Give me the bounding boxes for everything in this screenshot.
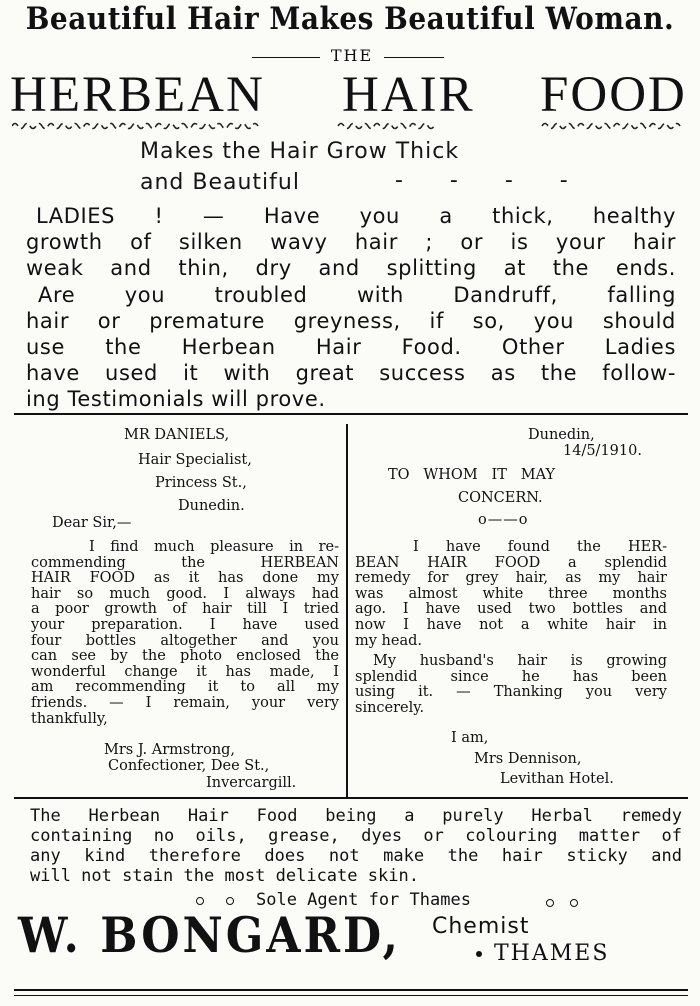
address-line: Princess St., bbox=[155, 475, 247, 491]
subtitle-line-2: and Beautiful bbox=[140, 170, 300, 195]
intro-line: weak and thin, dry and splitting at the ends. bbox=[26, 256, 676, 281]
agent-title: Chemist bbox=[432, 914, 530, 939]
intro-line: have used it with great success as the follow- bbox=[26, 361, 676, 386]
squiggle-ornament-icon bbox=[12, 121, 692, 131]
body-line: using it. — Thanking you very bbox=[355, 684, 667, 701]
body-line: a poor growth of hair till I tried bbox=[31, 601, 339, 618]
footer-line: any kind therefore does not make the hair sticky and bbox=[30, 846, 682, 866]
right-letter-body bbox=[355, 540, 667, 717]
divider-top bbox=[14, 413, 688, 415]
body-line: remedy for grey hair, as my hair bbox=[355, 570, 667, 587]
subtitle-dashes: - - - - bbox=[395, 168, 588, 193]
subtitle-line-1: Makes the Hair Grow Thick bbox=[140, 139, 460, 164]
letter-place: Dunedin, bbox=[528, 427, 595, 443]
letter-heading-2: CONCERN. bbox=[458, 490, 543, 506]
sole-agent-label: Sole Agent for Thames bbox=[256, 890, 471, 910]
body-line: ago. I have used two bottles and bbox=[355, 601, 667, 618]
intro-paragraph bbox=[26, 203, 676, 413]
address-line: Dunedin. bbox=[178, 498, 245, 514]
signature-line: Levithan Hotel. bbox=[500, 771, 614, 787]
intro-line: hair or premature greyness, if so, you should bbox=[26, 308, 676, 333]
body-line: am recommending it to all my bbox=[31, 679, 339, 696]
body-line: I find much pleasure in re- bbox=[89, 539, 339, 555]
letter-heading: TO WHOM IT MAY bbox=[388, 467, 556, 483]
letter-divider: o——o bbox=[478, 512, 529, 528]
circle-ornament-icon bbox=[226, 897, 234, 905]
body-line: hair so much good. I always had bbox=[31, 585, 339, 602]
signature-line: Mrs J. Armstrong, bbox=[104, 742, 236, 758]
body-line: my head. bbox=[355, 632, 423, 649]
intro-line: LADIES ! — Have you a thick, healthy bbox=[36, 204, 676, 228]
body-line: four bottles altogether and you bbox=[31, 632, 339, 649]
divider-bottom-thin bbox=[14, 995, 688, 996]
product-title bbox=[10, 66, 690, 122]
body-line: I have found the HER- bbox=[413, 539, 667, 555]
body-line: HAIR FOOD as it has done my bbox=[31, 570, 339, 587]
address-line: MR DANIELS, bbox=[124, 427, 230, 443]
intro-line: growth of silken wavy hair ; or is your hair bbox=[26, 230, 676, 255]
body-line: was almost white three months bbox=[355, 585, 667, 602]
body-line: My husband's hair is growing bbox=[373, 653, 667, 670]
left-letter-address bbox=[124, 428, 229, 444]
footer-paragraph bbox=[30, 806, 682, 886]
body-line: splendid since he has been bbox=[355, 668, 667, 685]
title-word-herbean: HERBEAN bbox=[10, 67, 265, 123]
agent-town: THAMES bbox=[494, 941, 610, 966]
letter-date: 14/5/1910. bbox=[563, 443, 642, 459]
intro-line: ing Testimonials will prove. bbox=[26, 387, 326, 412]
the-row bbox=[0, 44, 700, 66]
body-line: can see by the photo enclosed the bbox=[31, 648, 339, 665]
column-divider bbox=[346, 424, 348, 798]
agent-name: W. BONGARD, bbox=[18, 908, 401, 965]
body-line: sincerely. bbox=[355, 699, 425, 716]
body-line: now I have not a white hair in bbox=[355, 616, 667, 633]
rule-left bbox=[252, 57, 320, 58]
body-line: wonderful change it has made, I bbox=[31, 663, 339, 680]
divider-bottom bbox=[14, 989, 688, 991]
footer-line: will not stain the most delicate skin. bbox=[30, 866, 419, 886]
left-letter-body bbox=[31, 540, 339, 727]
footer-line: The Herbean Hair Food being a purely Herbal remedy bbox=[30, 806, 682, 826]
salutation: Dear Sir,— bbox=[52, 515, 132, 531]
title-word-food: FOOD bbox=[540, 67, 687, 123]
body-line: your preparation. I have used bbox=[31, 616, 339, 633]
footer-line: containing no oils, grease, dyes or colouring matter of bbox=[30, 826, 682, 846]
letter-closing: I am, bbox=[451, 730, 489, 746]
signature-line: Confectioner, Dee St., bbox=[108, 758, 270, 774]
body-line: BEAN HAIR FOOD a splendid bbox=[355, 554, 667, 571]
address-line: Hair Specialist, bbox=[138, 452, 252, 468]
signature-line: Mrs Dennison, bbox=[474, 751, 582, 767]
intro-line: use the Herbean Hair Food. Other Ladies bbox=[26, 335, 676, 360]
rule-right bbox=[384, 57, 444, 58]
body-line: commending the HERBEAN bbox=[31, 554, 339, 571]
bullet-icon bbox=[476, 951, 482, 957]
intro-line: Are you troubled with Dandruff, falling bbox=[38, 282, 676, 307]
the-label: THE bbox=[330, 46, 374, 65]
signature-line: Invercargill. bbox=[206, 775, 297, 791]
title-word-hair: HAIR bbox=[342, 67, 475, 123]
circle-ornament-icon bbox=[570, 899, 578, 907]
body-line: friends. — I remain, your very bbox=[31, 694, 339, 711]
headline: Beautiful Hair Makes Beautiful Woman. bbox=[25, 0, 675, 37]
circle-ornament-icon bbox=[196, 897, 204, 905]
divider-middle bbox=[14, 797, 688, 799]
circle-ornament-icon bbox=[546, 899, 554, 907]
body-line: thankfully, bbox=[31, 710, 108, 727]
